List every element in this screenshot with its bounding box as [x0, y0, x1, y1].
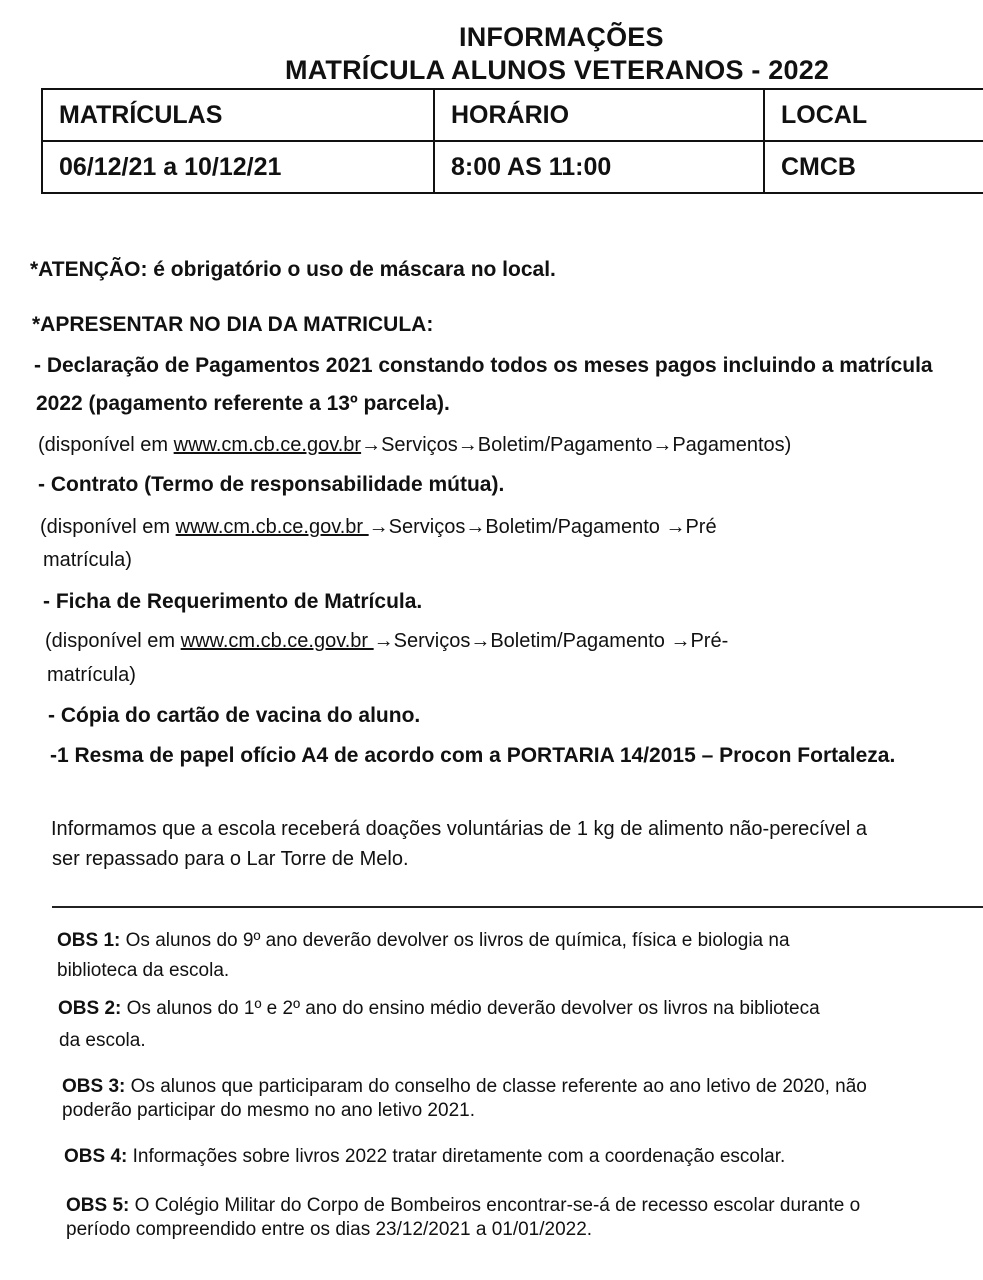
cell-location: CMCB — [764, 141, 983, 193]
item-declaracao-line2: 2022 (pagamento referente a 13º parcela). — [36, 392, 450, 415]
header-matriculas: MATRÍCULAS — [42, 89, 434, 141]
availability-path: →Serviços→Boletim/Pagamento→Pagamentos) — [361, 434, 792, 456]
item-ficha: - Ficha de Requerimento de Matrícula. — [43, 590, 423, 613]
obs-3-line2: poderão participar do mesmo no ano letivo 2021. — [62, 1100, 475, 1121]
site-link[interactable]: www.cm.cb.ce.gov.br — [175, 516, 369, 538]
availability-path: →Serviços→Boletim/Pagamento →Pré- — [373, 630, 729, 652]
table-row — [42, 141, 983, 193]
item-contrato: - Contrato (Termo de responsabilidade mútua). — [38, 473, 505, 496]
availability-path: →Serviços→Boletim/Pagamento →Pré — [368, 516, 717, 538]
obs-1 — [57, 930, 790, 952]
obs-2 — [58, 998, 820, 1020]
ficha-availability-line2: matrícula) — [47, 664, 136, 686]
cell-time: 8:00 AS 11:00 — [434, 141, 764, 193]
site-link[interactable]: www.cm.cb.ce.gov.br — [173, 434, 362, 456]
obs-text: Os alunos do 1º e 2º ano do ensino médio deverão devolver os livros na biblioteca — [121, 998, 820, 1019]
obs-text: Os alunos do 9º ano deverão devolver os livros de química, física e biologia na — [120, 930, 790, 951]
donation-line2: ser repassado para o Lar Torre de Melo. — [52, 848, 409, 870]
contrato-availability — [40, 516, 717, 539]
contrato-availability-line2: matrícula) — [43, 549, 132, 571]
availability-prefix: (disponível em — [38, 434, 174, 456]
obs-label: OBS 1: — [57, 930, 121, 951]
donation-line1: Informamos que a escola receberá doações voluntárias de 1 kg de alimento não-perecível a — [51, 818, 868, 840]
obs-2-line2: da escola. — [59, 1030, 146, 1051]
obs-label: OBS 5: — [66, 1195, 130, 1216]
obs-4 — [64, 1146, 785, 1168]
header-local: LOCAL — [764, 89, 983, 141]
obs-label: OBS 2: — [58, 998, 122, 1019]
ficha-availability — [45, 630, 728, 653]
declaracao-availability — [38, 434, 791, 457]
obs-5-line2: período compreendido entre os dias 23/12/2021 a 01/01/2022. — [66, 1219, 593, 1240]
item-resma: -1 Resma de papel ofício A4 de acordo com a PORTARIA 14/2015 – Procon Fortaleza. — [50, 744, 896, 767]
item-vacina: - Cópia do cartão de vacina do aluno. — [48, 704, 421, 727]
header-horario: HORÁRIO — [434, 89, 764, 141]
obs-text: Os alunos que participaram do conselho de classe referente ao ano letivo de 2020, não — [125, 1076, 867, 1097]
schedule-table — [41, 88, 983, 194]
obs-5 — [66, 1195, 860, 1217]
heading-line-1: INFORMAÇÕES — [459, 22, 664, 52]
obs-3 — [62, 1076, 867, 1098]
obs-label: OBS 4: — [64, 1146, 128, 1167]
item-declaracao-line1: - Declaração de Pagamentos 2021 constando todos os meses pagos incluindo a matrícula — [34, 354, 933, 377]
divider — [52, 906, 983, 908]
availability-prefix: (disponível em — [45, 630, 181, 652]
availability-prefix: (disponível em — [40, 516, 176, 538]
attention-notice: *ATENÇÃO: é obrigatório o uso de máscara no local. — [30, 258, 556, 281]
present-heading: *APRESENTAR NO DIA DA MATRICULA: — [32, 313, 434, 336]
heading-line-2: MATRÍCULA ALUNOS VETERANOS - 2022 — [285, 55, 830, 85]
obs-label: OBS 3: — [62, 1076, 126, 1097]
table-header-row — [42, 89, 983, 141]
obs-text: Informações sobre livros 2022 tratar diretamente com a coordenação escolar. — [127, 1146, 786, 1167]
cell-dates: 06/12/21 a 10/12/21 — [42, 141, 434, 193]
obs-1-line2: biblioteca da escola. — [57, 960, 230, 981]
obs-text: O Colégio Militar do Corpo de Bombeiros encontrar-se-á de recesso escolar durante o — [129, 1195, 861, 1216]
site-link[interactable]: www.cm.cb.ce.gov.br — [180, 630, 374, 652]
